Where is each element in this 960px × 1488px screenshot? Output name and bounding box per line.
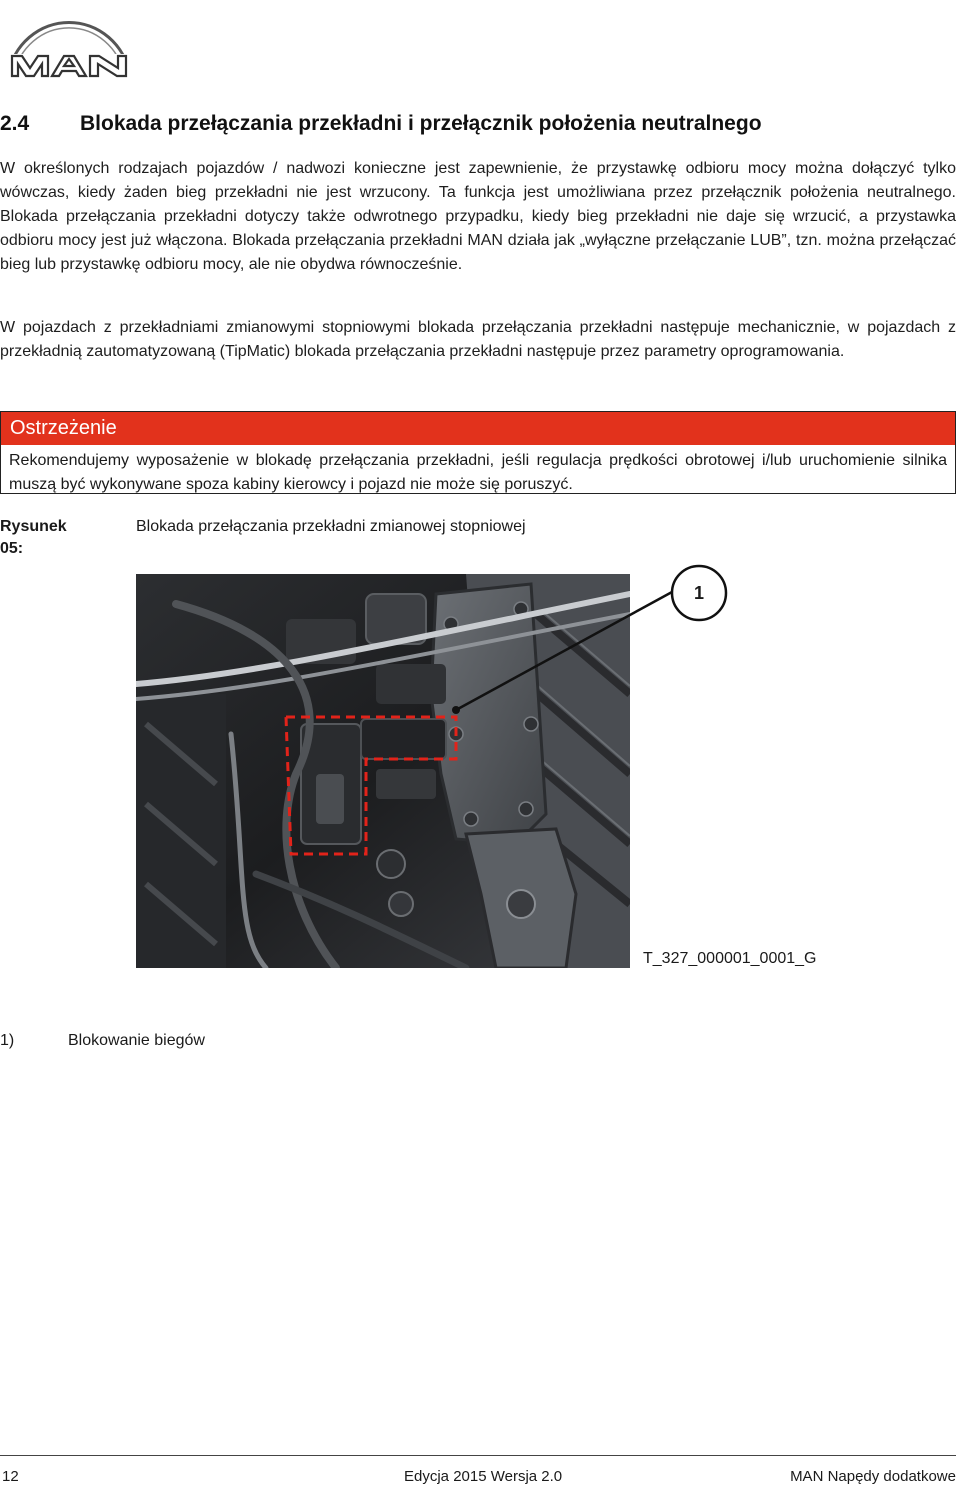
- body-paragraph: W pojazdach z przekładniami zmianowymi stopniowymi blokada przełączania przekładni następuje mechanicznie, w pojazdach z przekładnią zautomatyzowaną (TipMatic) blokada przełączania przekładni następuje przez parametry oprogramowania.: [0, 319, 956, 360]
- body-paragraph: W określonych rodzajach pojazdów / nadwozi konieczne jest zapewnienie, że przystawkę odbioru mocy można dołączyć tylko wówczas, kiedy żaden bieg przekładni nie jest wrzucony. Ta funkcja jest umożliwiana przez przełącznik położenia neutralnego. Blokada przełączania przekładni dotyczy także odwrotnego przypadku, kiedy bieg przekładni nie daje się wrzucić, a przystawka odbioru mocy jest już włączona. Blokada przełączania przekładni MAN działa jak „wyłączne przełączanie LUB”, tzn. można przełączać bieg lub przystawkę odbioru mocy, ale nie obydwa równocześnie.: [0, 160, 956, 273]
- warning-text: Rekomendujemy wyposażenie w blokadę przełączania przekładni, jeśli regulacja prędkości obrotowej i/lub uruchomienie silnika muszą być wykonywane spoza kabiny kierowcy i pojazd nie może się poruszyć.: [9, 452, 947, 493]
- figure-title: Blokada przełączania przekładni zmianowej stopniowej: [136, 518, 526, 535]
- callout-number: 1: [693, 583, 704, 603]
- section-number: 2.4: [0, 112, 30, 135]
- warning-title: Ostrzeżenie: [1, 412, 955, 445]
- section-title: Blokada przełączania przekładni i przełącznik położenia neutralnego: [80, 112, 762, 135]
- footer-divider: [0, 1455, 956, 1456]
- edition-label: Edycja 2015 Wersja 2.0: [404, 1468, 563, 1485]
- legend-text: Blokowanie biegów: [68, 1032, 205, 1049]
- man-logo-icon: [2, 2, 136, 78]
- legend-number: 1): [0, 1032, 15, 1049]
- image-reference: T_327_000001_0001_G: [643, 950, 817, 967]
- document-title: MAN Napędy dodatkowe: [790, 1468, 956, 1485]
- section-heading: [0, 112, 960, 136]
- warning-box: [0, 411, 956, 494]
- figure-label: Rysunek 05:: [0, 518, 67, 557]
- page-number: 12: [2, 1468, 19, 1485]
